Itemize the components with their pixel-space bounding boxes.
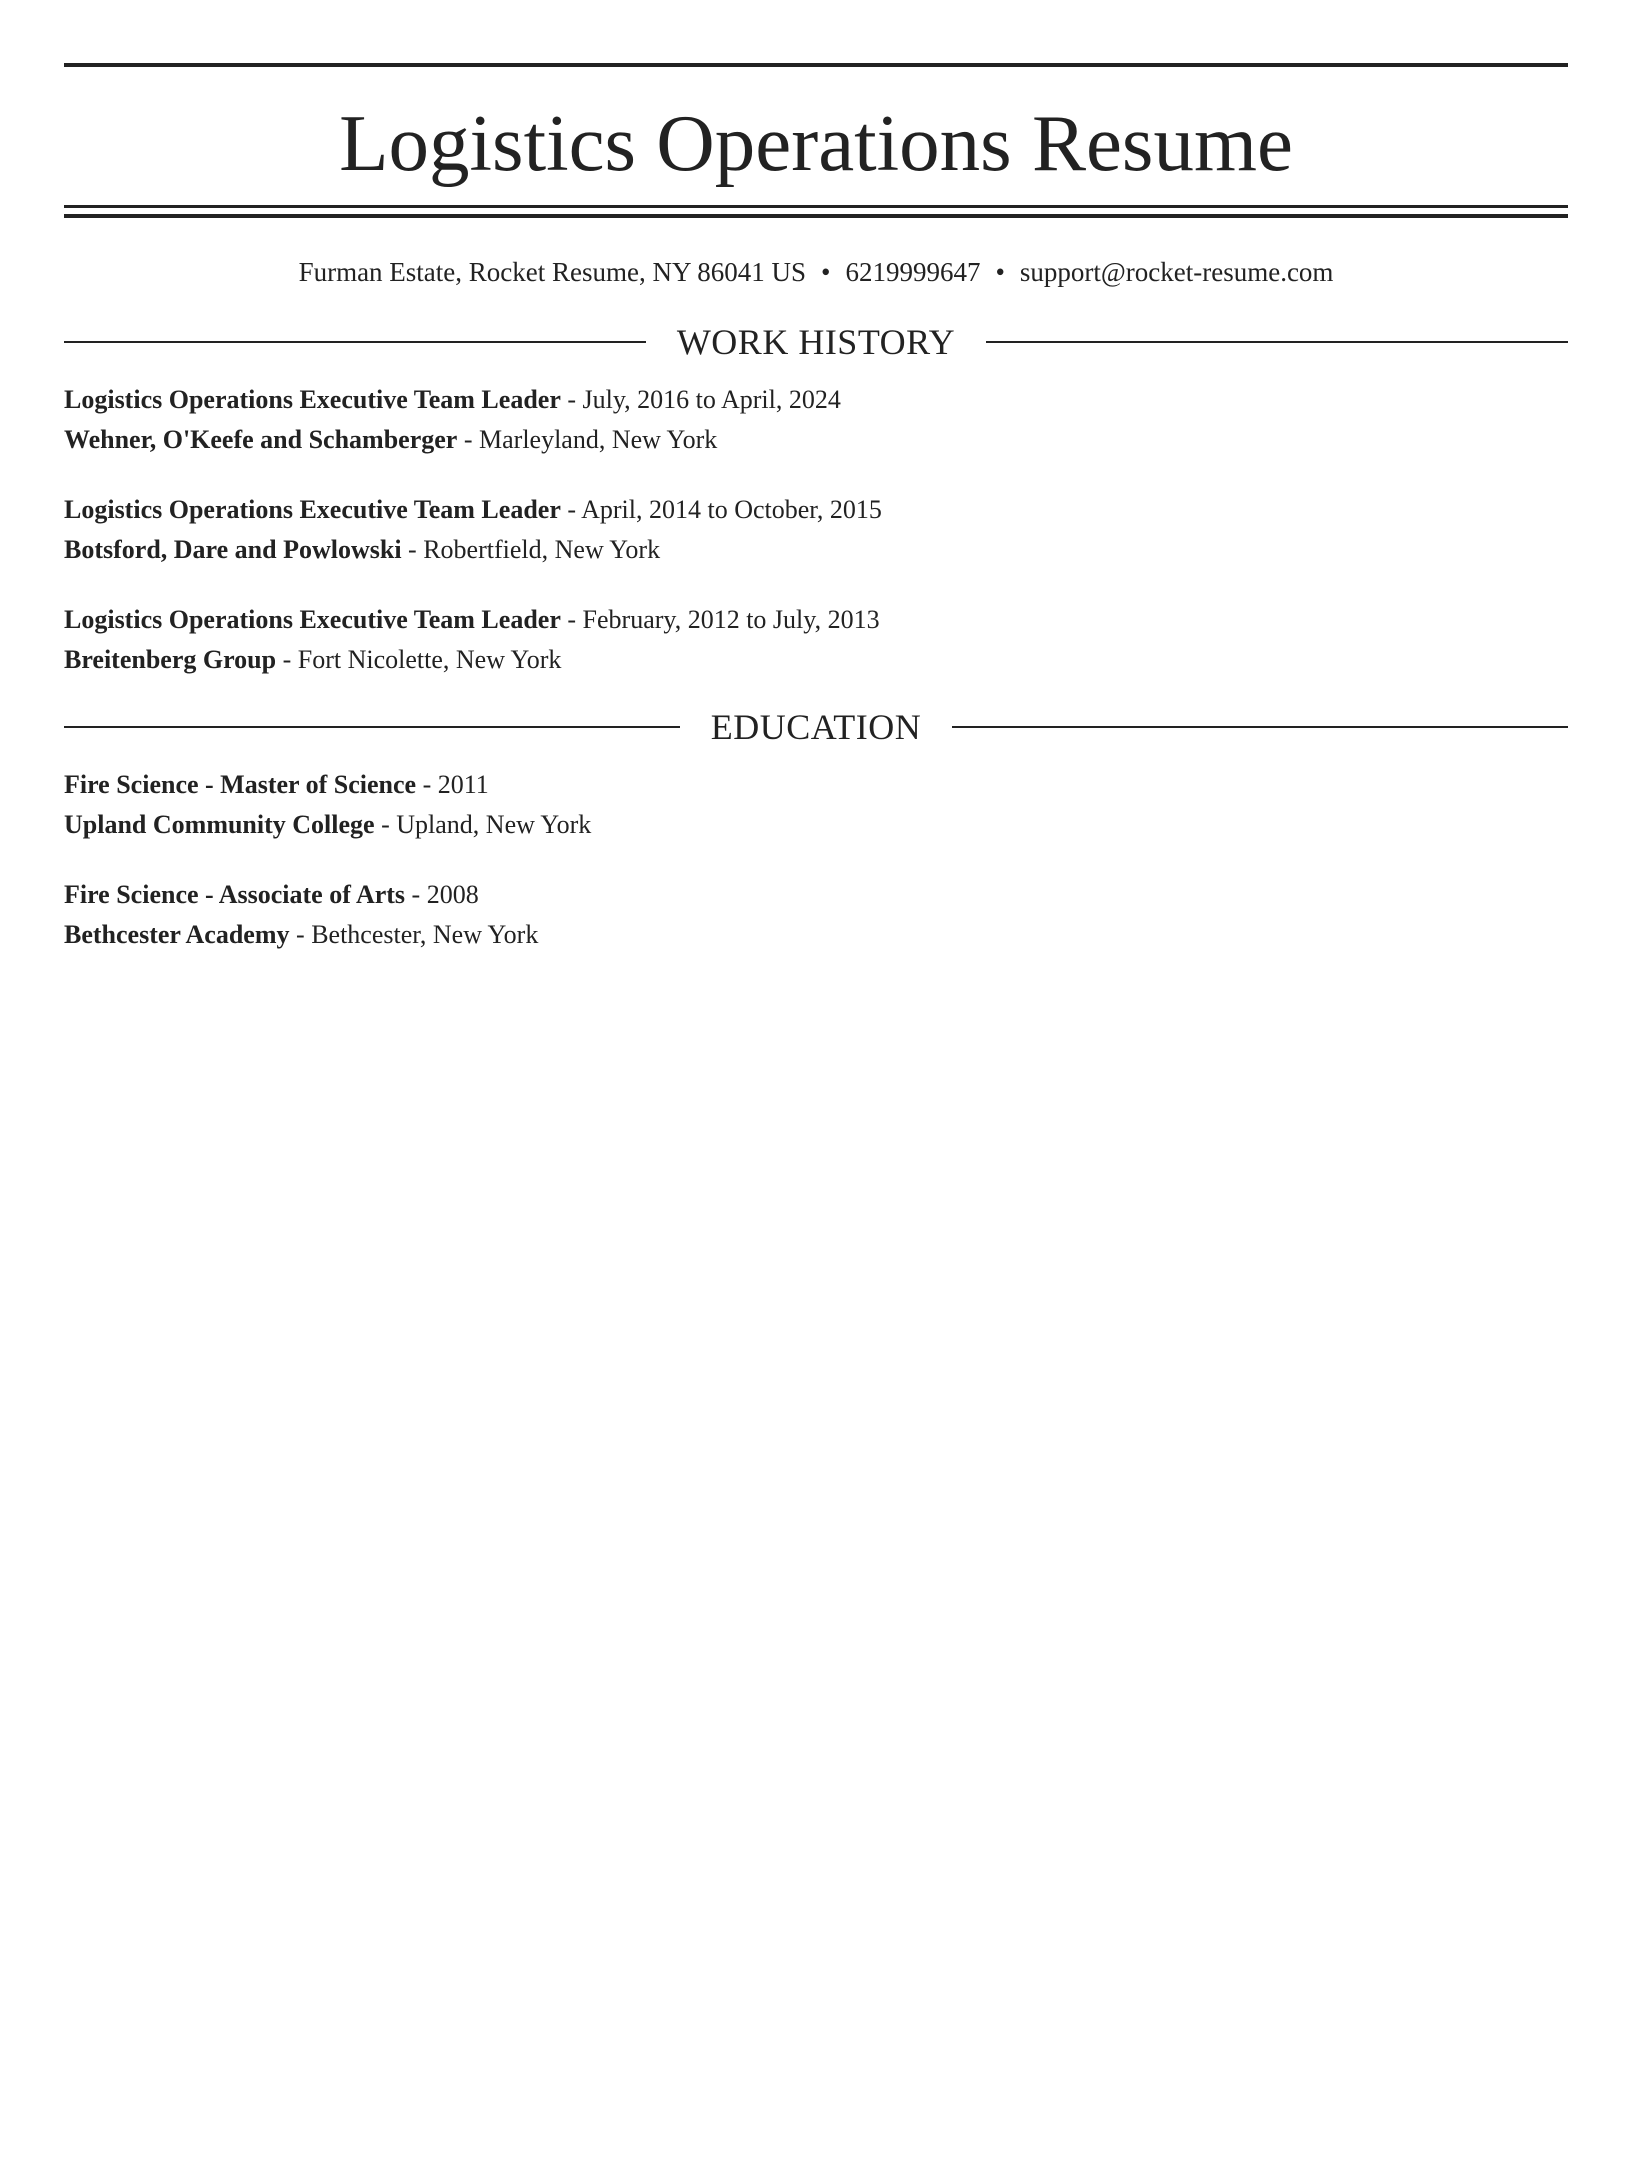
school-location: Bethcester, New York [311,920,539,949]
contact-separator: • [821,257,831,287]
education-school-row: Upland Community College - Upland, New York [64,810,592,839]
school-name: Bethcester Academy [64,920,290,949]
resume-page [0,63,1632,2175]
job-role: Logistics Operations Executive Team Leader [64,605,561,634]
work-history-heading [64,322,1568,362]
job-dates: April, 2014 to October, 2015 [581,495,882,524]
work-history-label: WORK HISTORY [676,322,956,362]
degree-year: 2011 [437,770,489,799]
contact-info [64,256,1568,288]
work-entry [64,380,1568,460]
job-company: Breitenberg Group [64,645,277,674]
heading-rule-left [64,341,646,343]
job-dates: July, 2016 to April, 2024 [582,385,841,414]
education-degree-row: Fire Science - Master of Science - 2011 [64,770,489,799]
work-entry-company-row: Botsford, Dare and Powlowski - Robertfield, New York [64,535,661,564]
resume-title: Logistics Operations Resume [339,98,1293,188]
work-entry [64,600,1568,680]
degree-name: Fire Science - Associate of Arts [64,880,406,909]
title-double-rule [64,205,1568,218]
school-location: Upland, New York [396,810,592,839]
degree-year: 2008 [426,880,479,909]
education-list [64,765,1568,955]
contact-email: support@rocket-resume.com [1019,257,1334,287]
work-history-list [64,380,1568,680]
job-role: Logistics Operations Executive Team Leader [64,385,561,414]
contact-phone: 6219999647 [845,257,981,287]
work-entry-title-row: Logistics Operations Executive Team Leader - July, 2016 to April, 2024 [64,385,841,414]
heading-rule-right [952,726,1568,728]
degree-name: Fire Science - Master of Science [64,770,417,799]
education-heading [64,707,1568,747]
education-label: EDUCATION [710,707,922,747]
education-school-row: Bethcester Academy - Bethcester, New York [64,920,539,949]
work-entry [64,490,1568,570]
heading-rule-right [986,341,1568,343]
education-entry [64,765,1568,845]
job-company: Botsford, Dare and Powlowski [64,535,402,564]
education-degree-row: Fire Science - Associate of Arts - 2008 [64,880,479,909]
contact-address: Furman Estate, Rocket Resume, NY 86041 US [298,257,806,287]
job-dates: February, 2012 to July, 2013 [582,605,880,634]
job-location: Fort Nicolette, New York [297,645,562,674]
work-entry-company-row: Breitenberg Group - Fort Nicolette, New York [64,645,562,674]
work-entry-title-row: Logistics Operations Executive Team Leader - April, 2014 to October, 2015 [64,495,882,524]
job-location: Marleyland, New York [479,425,718,454]
contact-separator: • [995,257,1005,287]
job-location: Robertfield, New York [423,535,661,564]
work-entry-company-row: Wehner, O'Keefe and Schamberger - Marleyland, New York [64,425,718,454]
education-entry [64,875,1568,955]
heading-rule-left [64,726,680,728]
school-name: Upland Community College [64,810,375,839]
work-entry-title-row: Logistics Operations Executive Team Leader - February, 2012 to July, 2013 [64,605,880,634]
job-company: Wehner, O'Keefe and Schamberger [64,425,458,454]
job-role: Logistics Operations Executive Team Leader [64,495,561,524]
